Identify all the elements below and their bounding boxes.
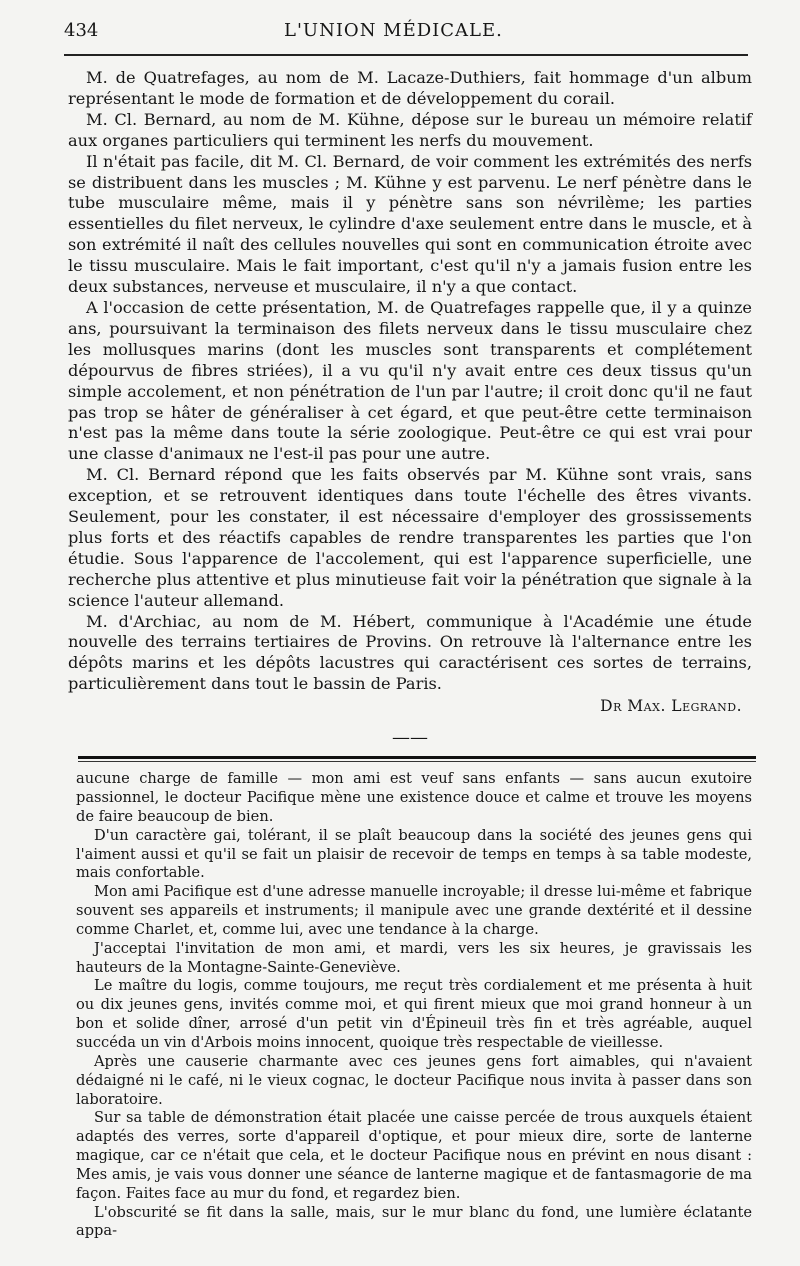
paragraph: L'obscurité se fit dans la salle, mais, sur le mur blanc du fond, une lumière éclatante appa- (76, 1203, 752, 1240)
paragraph: J'acceptai l'invitation de mon ami, et mardi, vers les six heures, je gravissais les hauteurs de la Montagne-Sainte-Geneviève. (76, 939, 752, 976)
journal-title: L'UNION MÉDICALE. (284, 20, 503, 41)
paragraph: Le maître du logis, comme toujours, me reçut très cordialement et me présenta à huit ou dix jeunes gens, invités comme moi, et qui firent mieux que moi grand honneur à un bon et solide dîner, arrosé d'un petit vin d'Épineuil très fin et très agréable, auquel succéda un vin d'Arbois moins innocent, quoique très respectable de vieillesse. (76, 977, 752, 1051)
paragraph: Mon ami Pacifique est d'une adresse manuelle incroyable; il dresse lui-même et fabrique souvent ses appareils et instruments; il manipule avec une grande dextérité et il dessine comme Charlet, et, comme lui, avec une tendance à la charge. (76, 883, 752, 938)
paragraph: M. de Quatrefages, au nom de M. Lacaze-Duthiers, fait hommage d'un album représentant le mode de formation et de développement du corail. (68, 68, 752, 108)
paragraph: A l'occasion de cette présentation, M. de Quatrefages rappelle que, il y a quinze ans, poursuivant la terminaison des filets nerveux dans le tissu musculaire chez les mollusques marins (dont les muscles sont transparents et complétement dépourvus de fibres striées), il a vu qu'il n'y avait entre ces deux tissus qu'un simple accolement, et non pénétration de l'un par l'autre; il croit donc qu'il ne faut pas trop se hâter de généraliser à cet égard, et que peut-être cette terminaison n'est pas la même dans toute la série zoologique. Peut-être ce qui est vrai pour une classe d'animaux ne l'est-il pas pour une autre. (68, 297, 752, 464)
paragraph: aucune charge de famille — mon ami est veuf sans enfants — sans aucun exutoire passionnel, le docteur Pacifique mène une existence douce et calme et trouve les moyens de faire beaucoup de bien. (76, 770, 752, 825)
feuilleton-rule (78, 756, 756, 759)
feuilleton-section (68, 770, 752, 1241)
paragraph: M. Cl. Bernard, au nom de M. Kühne, dépose sur le bureau un mémoire relatif aux organes particuliers qui terminent les nerfs du mouvement. (68, 109, 752, 150)
paragraph: Sur sa table de démonstration était placée une caisse percée de trous auxquels étaient adaptés des verres, sorte d'appareil d'optique, et pour mieux dire, sorte de lanterne magique, car ce n'était que cela, et le docteur Pacifique nous en prévint en nous disant : Mes amis, je vais vous donner une séance de lanterne magique et de fantasmagorie de ma façon. Faites face au mur du fond, et regardez bien. (76, 1109, 752, 1202)
running-header (64, 20, 748, 56)
paragraph: M. d'Archiac, au nom de M. Hébert, communique à l'Académie une étude nouvelle des terrains tertiaires de Provins. On retrouve là l'alternance entre les dépôts marins et les dépôts lacustres qui caractérisent ces sortes de terrains, particulièrement dans tout le bassin de Paris. (68, 611, 752, 694)
section-dash: —— (392, 727, 428, 749)
feuilleton-rule-thin (78, 761, 756, 762)
paragraph: D'un caractère gai, tolérant, il se plaît beaucoup dans la société des jeunes gens qui l'aiment aussi et qu'il se fait un plaisir de recevoir de temps en temps à sa table modeste, mais confortable. (76, 826, 752, 882)
page-number: 434 (64, 20, 99, 41)
academy-report (68, 68, 752, 748)
paragraph: Il n'était pas facile, dit M. Cl. Bernard, de voir comment les extrémités des nerfs se distribuent dans les muscles ; M. Kühne y est parvenu. Le nerf pénètre dans le tube musculaire même, mais il y pénètre sans son névrilème; les parties essentielles du filet nerveux, le cylindre d'axe seulement entre dans le muscle, et à son extrémité il naît des cellules nouvelles qui sont en communication étroite avec le tissu musculaire. Mais le fait important, c'est qu'il n'y a jamais fusion entre les deux substances, nerveuse et musculaire, il n'y a que contact. (68, 151, 752, 297)
author-signature: Dr Max. Legrand. (600, 697, 742, 716)
paragraph: M. Cl. Bernard répond que les faits observés par M. Kühne sont vrais, sans exception, et se retrouvent identiques dans toute l'échelle des êtres vivants. Seulement, pour les constater, il est nécessaire d'employer des grossissements plus forts et des réactifs capables de rendre transparentes les parties que l'on étudie. Sous l'apparence de l'accolement, qui est l'apparence superficielle, une recherche plus attentive et plus minutieuse fait voir la pénétration que signale à la science l'auteur allemand. (68, 465, 752, 610)
paragraph: Après une causerie charmante avec ces jeunes gens fort aimables, qui n'avaient dédaigné ni le café, ni le vieux cognac, le docteur Pacifique nous invita à passer dans son laboratoire. (76, 1052, 752, 1108)
